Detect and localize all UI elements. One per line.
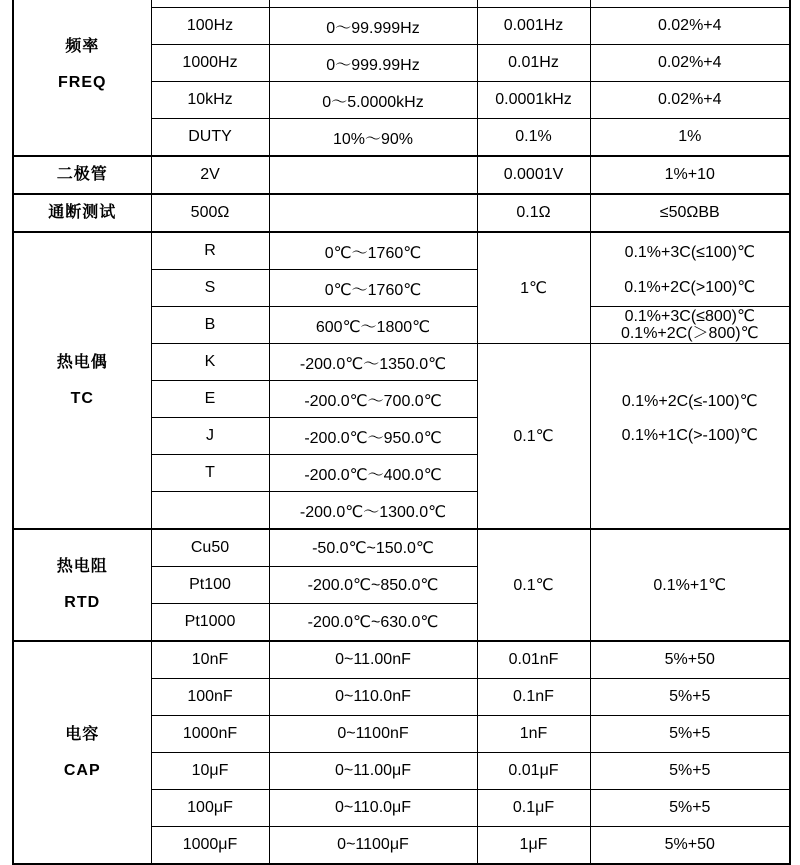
table-row-cap-10nf <box>13 641 790 679</box>
span-cell: -200.0℃~850.0℃ <box>269 567 477 604</box>
span-cell: 0~11.00nF <box>269 641 477 679</box>
span-cell <box>269 0 477 8</box>
range-cell: 1000μF <box>151 827 269 865</box>
category-label-en: TC <box>70 389 94 407</box>
accuracy-cell: 5%+5 <box>590 753 790 790</box>
accuracy-cell: 0.1%+1℃ <box>590 529 790 641</box>
category-cell-continuity: 通断测试 <box>13 194 151 232</box>
range-cell: 1000Hz <box>151 45 269 82</box>
range-cell <box>151 0 269 8</box>
accuracy-line: 0.1%+2C(＞800)℃ <box>620 325 759 342</box>
accuracy-cell <box>590 232 790 307</box>
span-cell: 0～999.99Hz <box>269 45 477 82</box>
table-row-cutoff <box>13 0 790 8</box>
span-cell: 0~110.0nF <box>269 679 477 716</box>
category-label-en: RTD <box>64 594 101 611</box>
table-row-rtd-cu50 <box>13 529 790 567</box>
span-cell: -200.0℃～950.0℃ <box>269 418 477 455</box>
resolution-cell: 0.01μF <box>477 753 590 790</box>
span-cell: 0℃～1760℃ <box>269 232 477 270</box>
type-cell: J <box>151 418 269 455</box>
accuracy-cell: ≤50ΩBB <box>590 194 790 232</box>
span-cell: -200.0℃～700.0℃ <box>269 381 477 418</box>
type-cell: E <box>151 381 269 418</box>
accuracy-lines <box>593 385 788 453</box>
accuracy-cell: 5%+5 <box>590 716 790 753</box>
type-cell: R <box>151 232 269 270</box>
accuracy-line: 0.1%+3C(≤800)℃ <box>624 308 755 325</box>
type-cell: T <box>151 455 269 492</box>
range-cell: 10kHz <box>151 82 269 119</box>
category-label-zh: 电容 <box>65 725 100 743</box>
accuracy-cell <box>590 344 790 530</box>
span-cell: 0℃～1760℃ <box>269 270 477 307</box>
span-cell: 0～99.999Hz <box>269 8 477 45</box>
resolution-cell: 0.01nF <box>477 641 590 679</box>
range-cell: 500Ω <box>151 194 269 232</box>
resolution-cell: 1μF <box>477 827 590 865</box>
type-cell: S <box>151 270 269 307</box>
range-cell: 100μF <box>151 790 269 827</box>
span-cell: 10%～90% <box>269 119 477 157</box>
span-cell: 0~110.0μF <box>269 790 477 827</box>
category-label-zh: 频率 <box>65 37 100 55</box>
spec-table <box>12 0 791 865</box>
category-cell-tc <box>13 232 151 529</box>
type-cell: B <box>151 307 269 344</box>
type-cell <box>151 492 269 530</box>
span-cell <box>269 194 477 232</box>
accuracy-line: 0.1%+2C(≤-100)℃ <box>621 393 758 410</box>
accuracy-cell <box>590 0 790 8</box>
accuracy-cell: 5%+50 <box>590 827 790 865</box>
type-cell: Pt1000 <box>151 604 269 642</box>
resolution-cell: 0.001Hz <box>477 8 590 45</box>
accuracy-cell: 5%+50 <box>590 641 790 679</box>
resolution-cell: 1℃ <box>477 232 590 344</box>
category-label-zh: 热电偶 <box>56 353 108 371</box>
span-cell: 0～5.0000kHz <box>269 82 477 119</box>
resolution-cell: 0.1% <box>477 119 590 157</box>
resolution-cell: 0.0001V <box>477 156 590 194</box>
span-cell: -200.0℃～400.0℃ <box>269 455 477 492</box>
accuracy-line: 0.1%+3C(≤100)℃ <box>624 243 755 261</box>
type-cell: K <box>151 344 269 381</box>
accuracy-cell: 0.02%+4 <box>590 45 790 82</box>
category-cell-diode: 二极管 <box>13 156 151 194</box>
span-cell: -50.0℃~150.0℃ <box>269 529 477 567</box>
range-cell: 100Hz <box>151 8 269 45</box>
span-cell: -200.0℃~630.0℃ <box>269 604 477 642</box>
resolution-cell <box>477 0 590 8</box>
table-row-diode <box>13 156 790 194</box>
table-row-tc-r <box>13 232 790 270</box>
range-cell: 10μF <box>151 753 269 790</box>
category-label-zh: 热电阻 <box>56 558 108 575</box>
span-cell: 600℃～1800℃ <box>269 307 477 344</box>
category-label-cap <box>16 717 149 789</box>
range-cell: 100nF <box>151 679 269 716</box>
span-cell: 0~1100μF <box>269 827 477 865</box>
accuracy-cell: 5%+5 <box>590 679 790 716</box>
category-cell-cap <box>13 641 151 864</box>
resolution-cell: 0.1Ω <box>477 194 590 232</box>
table-row-continuity <box>13 194 790 232</box>
category-label-en: FREQ <box>58 73 107 91</box>
accuracy-cell <box>590 307 790 344</box>
resolution-cell: 1nF <box>477 716 590 753</box>
accuracy-line: 0.1%+2C(>100)℃ <box>624 278 756 296</box>
resolution-cell: 0.1℃ <box>477 529 590 641</box>
category-cell-rtd <box>13 529 151 641</box>
span-cell: -200.0℃～1300.0℃ <box>269 492 477 530</box>
type-cell: Cu50 <box>151 529 269 567</box>
span-cell: 0~1100nF <box>269 716 477 753</box>
resolution-cell: 0.1μF <box>477 790 590 827</box>
range-cell: 10nF <box>151 641 269 679</box>
accuracy-cell: 0.02%+4 <box>590 82 790 119</box>
accuracy-cell: 0.02%+4 <box>590 8 790 45</box>
accuracy-cell: 5%+5 <box>590 790 790 827</box>
accuracy-cell: 1%+10 <box>590 156 790 194</box>
span-cell: 0~11.00μF <box>269 753 477 790</box>
span-cell <box>269 156 477 194</box>
category-label-en: CAP <box>63 761 101 779</box>
span-cell: -200.0℃～1350.0℃ <box>269 344 477 381</box>
resolution-cell: 0.01Hz <box>477 45 590 82</box>
resolution-cell: 0.1℃ <box>477 344 590 530</box>
category-label-rtd <box>16 549 149 621</box>
range-cell: 1000nF <box>151 716 269 753</box>
range-cell: 2V <box>151 156 269 194</box>
accuracy-line: 0.1%+1C(>-100)℃ <box>621 427 758 444</box>
accuracy-cell: 1% <box>590 119 790 157</box>
resolution-cell: 0.1nF <box>477 679 590 716</box>
type-cell: Pt100 <box>151 567 269 604</box>
category-label-tc <box>16 345 149 417</box>
category-cell-freq <box>13 0 151 156</box>
category-label-freq <box>16 29 149 101</box>
resolution-cell: 0.0001kHz <box>477 82 590 119</box>
range-cell: DUTY <box>151 119 269 157</box>
